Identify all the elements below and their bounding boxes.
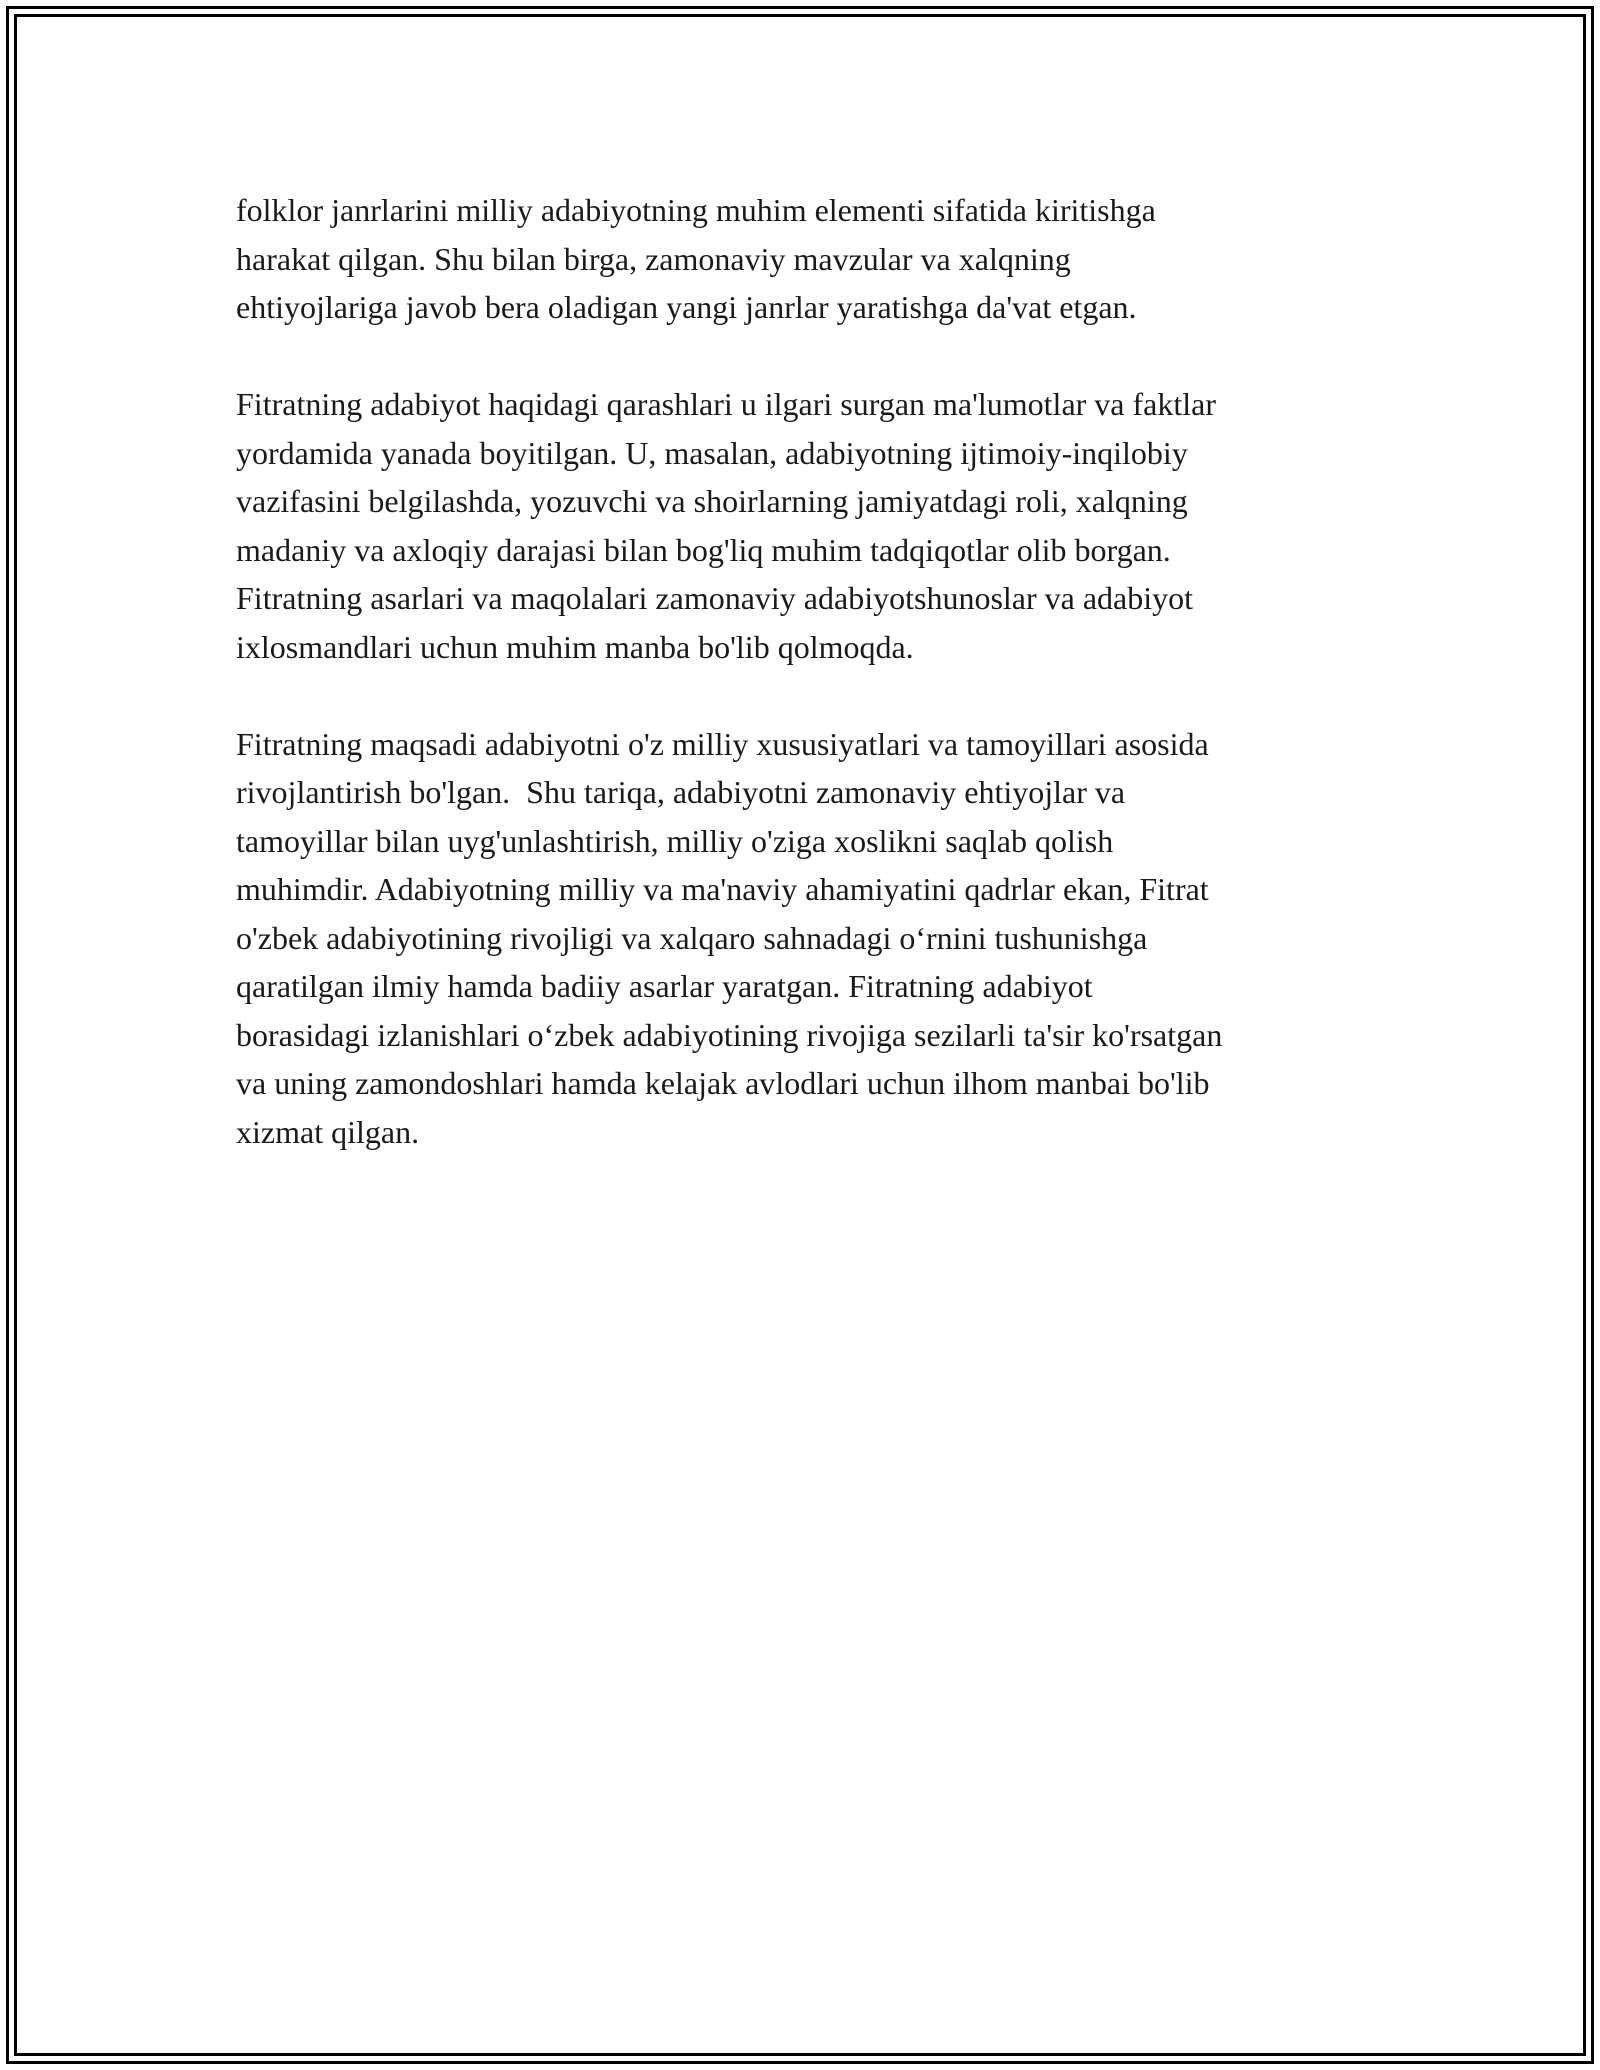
text-line: qaratilgan ilmiy hamda badiiy asarlar yaratgan. Fitratning adabiyot (236, 968, 1093, 1004)
text-line: va uning zamondoshlari hamda kelajak avlodlari uchun ilhom manbai bo'lib (236, 1065, 1210, 1101)
text-line: ixlosmandlari uchun muhim manba bo'lib qolmoqda. (236, 628, 914, 665)
text-line: tamoyillar bilan uyg'unlashtirish, milliy o'ziga xoslikni saqlab qolish (236, 822, 1114, 859)
paragraph-3 (236, 720, 1396, 1157)
text-line: o'zbek adabiyotining rivojligi va xalqaro sahnadagi o‘rnini tushunishga (236, 919, 1148, 956)
text-line: folklor janrlarini milliy adabiyotning muhim elementi sifatida kiritishga (236, 192, 1156, 228)
text-line: xizmat qilgan. (236, 1113, 420, 1150)
text-line: ehtiyojlariga javob bera oladigan yangi janrlar yaratishga da'vat etgan. (236, 289, 1137, 325)
text-line: Fitratning maqsadi adabiyotni o'z milliy xususiyatlari va tamoyillari asosida (236, 725, 1209, 762)
text-line: Fitratning adabiyot haqidagi qarashlari u ilgari surgan ma'lumotlar va faktlar (236, 386, 1216, 422)
text-line: yordamida yanada boyitilgan. U, masalan, adabiyotning ijtimoiy-inqilobiy (236, 434, 1188, 471)
text-line: muhimdir. Adabiyotning milliy va ma'naviy ahamiyatini qadrlar ekan, Fitrat (236, 871, 1209, 907)
paragraph-2 (236, 380, 1396, 671)
text-line: rivojlantirish bo'lgan. Shu tariqa, adabiyotni zamonaviy ehtiyojlar va (236, 774, 1126, 810)
paragraph-1 (236, 186, 1396, 332)
document-body (236, 186, 1396, 1205)
text-line: borasidagi izlanishlari o‘zbek adabiyotining rivojiga sezilarli ta'sir ko'rsatgan (236, 1016, 1223, 1053)
text-line: madaniy va axloqiy darajasi bilan bog'liq muhim tadqiqotlar olib borgan. (236, 531, 1171, 568)
text-line: Fitratning asarlari va maqolalari zamonaviy adabiyotshunoslar va adabiyot (236, 580, 1194, 616)
text-line: harakat qilgan. Shu bilan birga, zamonaviy mavzular va xalqning (236, 240, 1071, 277)
text-line: vazifasini belgilashda, yozuvchi va shoirlarning jamiyatdagi roli, xalqning (236, 483, 1188, 519)
